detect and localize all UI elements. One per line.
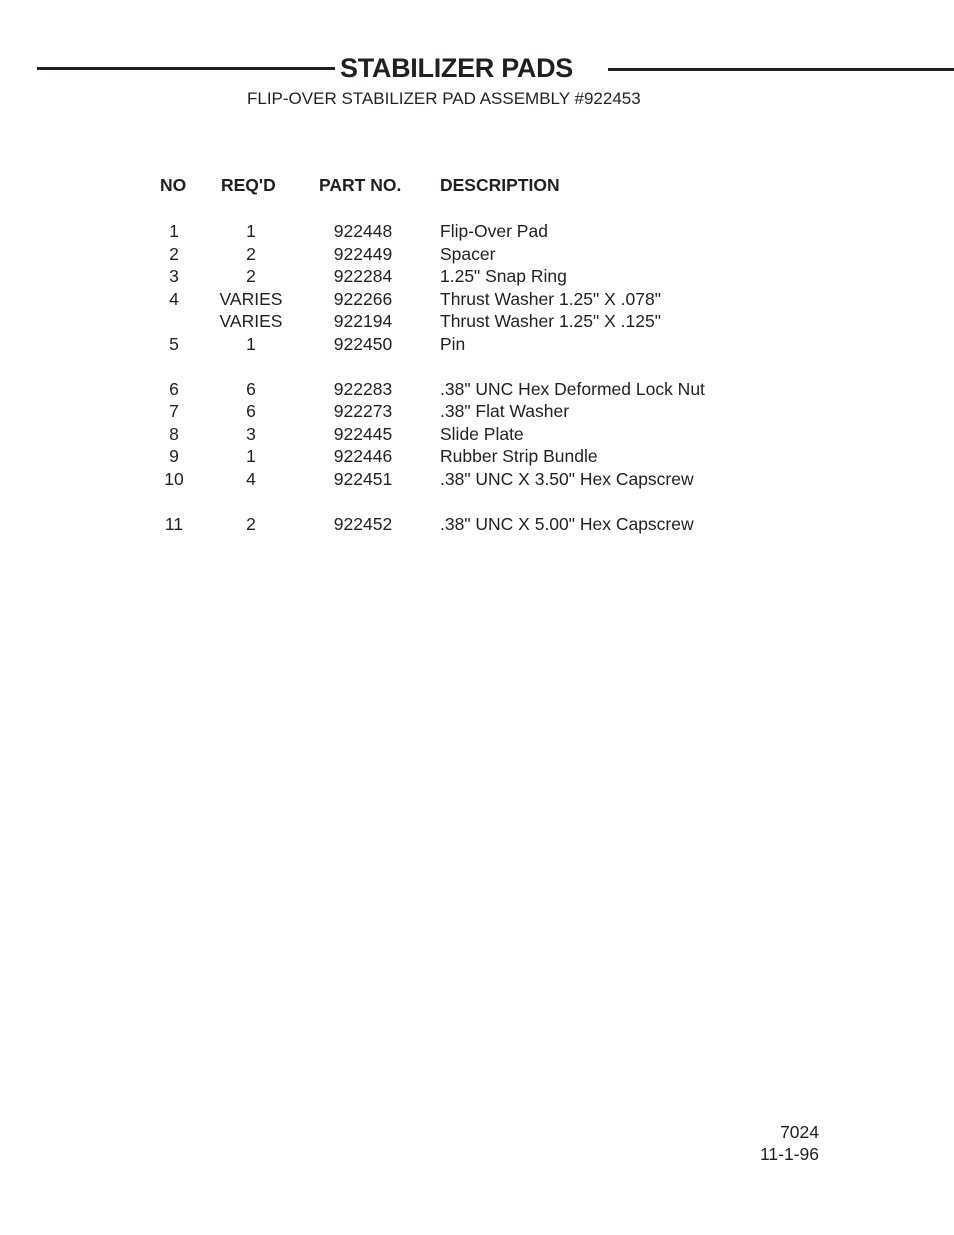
page-title: STABILIZER PADS <box>340 53 574 83</box>
item-number: 1 <box>169 221 179 241</box>
item-number: 7 <box>169 401 179 421</box>
part-number: 922452 <box>333 513 393 534</box>
quantity-required: 2 <box>246 266 256 286</box>
part-description: Rubber Strip Bundle <box>440 446 598 466</box>
quantity-required: 6 <box>246 401 256 421</box>
table-row <box>0 445 954 468</box>
table-row <box>0 378 954 401</box>
item-number: 2 <box>169 243 179 264</box>
item-number: 10 <box>164 468 184 489</box>
table-row <box>0 288 954 311</box>
part-description: Slide Plate <box>440 423 524 444</box>
title-rule-right <box>608 68 954 71</box>
part-number: 922449 <box>333 243 393 264</box>
part-number: 922450 <box>333 333 393 354</box>
quantity-required: 1 <box>246 221 256 241</box>
part-number: 922266 <box>333 288 393 309</box>
table-row <box>0 468 954 491</box>
part-number: 922446 <box>333 446 393 466</box>
item-number: 6 <box>169 378 179 399</box>
part-number: 922451 <box>333 468 393 489</box>
part-number: 922445 <box>333 423 393 444</box>
column-header-part-no: PART NO. <box>319 175 402 195</box>
part-description: Thrust Washer 1.25" X .078" <box>440 288 661 309</box>
table-row <box>0 400 954 423</box>
item-number: 11 <box>164 513 184 534</box>
table-row <box>0 423 954 446</box>
part-description: .38" UNC X 5.00" Hex Capscrew <box>440 513 694 534</box>
quantity-required: 3 <box>246 423 256 444</box>
part-number: 922273 <box>333 401 393 421</box>
part-description: Pin <box>440 333 466 354</box>
column-header-description: DESCRIPTION <box>440 175 560 195</box>
part-number: 922448 <box>333 221 393 241</box>
part-number: 922284 <box>333 266 393 286</box>
page-number: 7024 <box>780 1122 819 1142</box>
item-number: 9 <box>169 446 179 466</box>
part-description: .38" UNC X 3.50" Hex Capscrew <box>440 468 694 489</box>
quantity-required: 1 <box>246 333 256 354</box>
title-rule-left <box>37 67 335 70</box>
quantity-required: VARIES <box>219 288 283 309</box>
revision-date: 11-1-96 <box>759 1144 819 1164</box>
quantity-required: 4 <box>246 468 256 489</box>
part-description: Flip-Over Pad <box>440 221 548 241</box>
quantity-required: 2 <box>246 513 256 534</box>
part-description: .38" Flat Washer <box>440 401 570 421</box>
quantity-required: 2 <box>246 243 256 264</box>
page-subtitle: FLIP-OVER STABILIZER PAD ASSEMBLY #922453 <box>247 89 641 108</box>
column-header-reqd: REQ'D <box>221 175 276 195</box>
table-row <box>0 513 954 536</box>
quantity-required: VARIES <box>219 311 283 331</box>
table-row <box>0 243 954 266</box>
part-number: 922283 <box>333 378 393 399</box>
part-description: .38" UNC Hex Deformed Lock Nut <box>440 378 705 399</box>
part-description: 1.25" Snap Ring <box>440 266 567 286</box>
parts-table <box>0 220 954 535</box>
item-number: 5 <box>169 333 179 354</box>
item-number: 8 <box>169 423 179 444</box>
table-row <box>0 310 954 333</box>
table-row <box>0 265 954 288</box>
table-row <box>0 220 954 243</box>
part-description: Spacer <box>440 243 496 264</box>
part-number: 922194 <box>333 311 393 331</box>
item-number: 4 <box>169 288 179 309</box>
column-header-no: NO <box>160 175 187 195</box>
table-row <box>0 333 954 356</box>
part-description: Thrust Washer 1.25" X .125" <box>440 311 661 331</box>
quantity-required: 6 <box>246 378 256 399</box>
item-number: 3 <box>169 266 179 286</box>
quantity-required: 1 <box>246 446 256 466</box>
